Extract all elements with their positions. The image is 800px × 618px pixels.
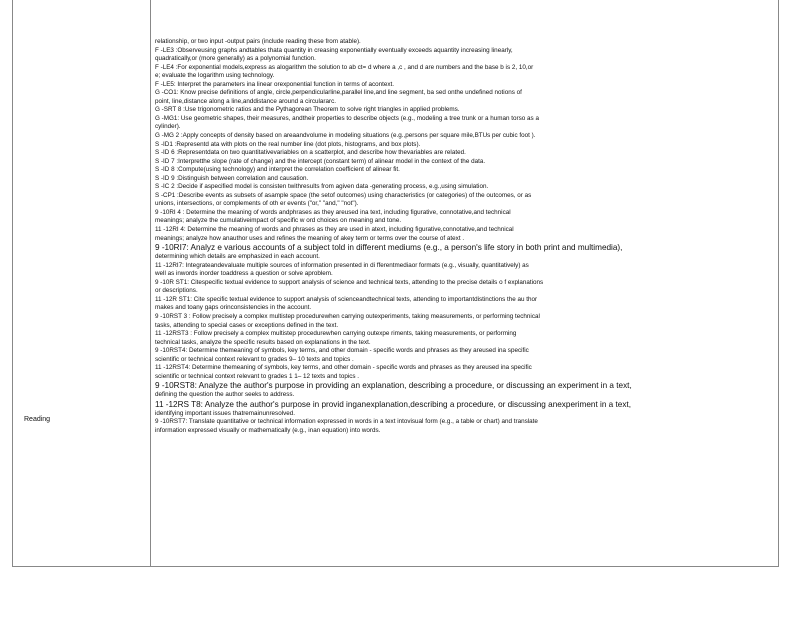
- text-line: F -LE4 :For exponential models,express as alogarithm the solution to ab ct= d where a ,c , and d are numbers and the base b is 2, 10,or: [155, 63, 534, 71]
- text-line: 11 -12RST3 : Follow precisely a complex multistep procedurewhen carrying outexpe riments, taking measurements, or performing: [155, 330, 517, 338]
- text-line: defining the question the author seeks to address.: [155, 391, 295, 399]
- text-line: point, line,distance along a line,anddistance around a circulararc.: [155, 97, 336, 105]
- text-line: S -CP1 :Describe events as subsets of asample space (the setof outcomes) using characteristics (or categories) of the outcomes, or as: [155, 191, 532, 199]
- column-divider: [150, 0, 151, 566]
- text-line: S -ID 6 :Representdata on two quantitativevariables on a scatterplot, and describe how thevariables are related.: [155, 149, 466, 157]
- text-line: S -ID1 :Representd ata with plots on the real number line (dot plots, histograms, and box plots).: [155, 140, 421, 148]
- text-line: 11 -12RST4: Determine themeaning of symbols, key terms, and other domain - specific words and phrases as they areused ina specific: [155, 364, 532, 372]
- text-line: makes and toany gaps orinconsistencies in the account.: [155, 304, 312, 312]
- text-line: 11 -12RI 4: Determine the meaning of words and phrases as they are used in atext, including figurative,connotative,and technical: [155, 226, 514, 234]
- text-line: S -ID 9 :Distinguish between correlation and causation.: [155, 174, 309, 182]
- text-line: identifying important issues thatremainunresolved.: [155, 409, 296, 417]
- text-line: information expressed visually or mathematically (e.g., inan equation) into words.: [155, 426, 381, 434]
- text-line: meanings; analyze how anauthor uses and refines the meaning of akey term or terms over the course of atext .: [155, 234, 465, 242]
- text-line: technical tasks, analyze the specific results based on explanations in the text.: [155, 338, 371, 346]
- text-line: S -ID 7 :Interpretthe slope (rate of change) and the intercept (constant term) of alinear model in the context of the data.: [155, 157, 486, 165]
- text-line: relationship, or two input -output pairs (include reading these from atable).: [155, 38, 361, 45]
- text-line: 9 -10RST4: Determine themeaning of symbols, key terms, and other domain - specific words and phrases as they areused ina specific: [155, 347, 529, 355]
- text-line: quadratically,or (more generally) as a polynomial function.: [155, 55, 316, 63]
- text-line: cylinder).: [155, 123, 181, 131]
- text-line: 11 -12RS T8: Analyze the author's purpose in provid inganexplanation,describing a procedure, or discussing anexperiment in a text,: [155, 399, 631, 409]
- text-line: F -LE3 :Observeusing graphs andtables thata quantity in creasing exponentially eventually exceeds aquantity increasing linearly,: [155, 46, 513, 54]
- text-line: G -CO1: Know precise definitions of angle, circle,perpendicularline,parallel line,and line segment, ba sed onthe undefined notions of: [155, 89, 522, 97]
- text-line: G -MG 2 :Apply concepts of density based on areaandvolume in modeling situations (e.g.,persons per square mile,BTUs per cubic foot ).: [155, 132, 536, 140]
- standards-text: [155, 38, 770, 436]
- text-line: 9 -10RI7: Analyz e various accounts of a subject told in different mediums (e.g., a person's life story in both print and multimedia),: [155, 243, 623, 253]
- text-line: G -MG1: Use geometric shapes, their measures, andtheir properties to describe objects (e.g., modeling a tree trunk or a human torso as a: [155, 114, 539, 122]
- text-line: 9 -10RST 3 : Follow precisely a complex multistep procedurewhen carrying outexperiments, taking measurements, or performing technical: [155, 312, 540, 320]
- row-label: Reading: [24, 416, 51, 423]
- text-line: 9 -10RI 4 : Determine the meaning of words andphrases as they areused ina text, including figurative, connotative,and technical: [155, 208, 511, 216]
- text-line: scientific or technical context relevant to grades 9– 10 texts and topics .: [155, 355, 354, 363]
- text-line: tasks, attending to special cases or exceptions defined in the text.: [155, 321, 339, 329]
- text-line: well as inwords inorder toaddress a question or solve aproblem.: [155, 270, 333, 278]
- text-line: e; evaluate the logarithm using technology.: [155, 72, 275, 80]
- text-line: or descriptions.: [155, 287, 198, 295]
- text-line: determining which details are emphasized in each account.: [155, 253, 320, 261]
- text-line: 11 -12RI7: Integrateandevaluate multiple sources of information presented in di fferentmediaor formats (e.g., visually, quantitatively) as: [155, 261, 529, 269]
- text-line: scientific or technical context relevant to grades 1 1– 12 texts and topics .: [155, 372, 360, 380]
- text-line: 9 -10R ST1: Citespecific textual evidence to support analysis of science and technical texts, attending to the precise details o f explanations: [155, 278, 544, 286]
- text-line: S -IC 2 :Decide if aspecified model is consisten twithresults from agiven data -generating process, e.g.,using simulation.: [155, 183, 489, 191]
- text-line: 9 -10RST8: Analyze the author's purpose in providing an explanation, describing a procedure, or discussing an experiment in a text,: [155, 381, 632, 391]
- text-line: meanings; analyze the cumulativeimpact of specific w ord choices on meaning and tone.: [155, 217, 402, 225]
- text-line: G -SRT 8 :Use trigonometric ratios and the Pythagorean Theorem to solve right triangles in applied problems.: [155, 106, 460, 114]
- text-line: S -ID 8 :Compute(using technology) and interpret the correlation coefficient of alinear fit.: [155, 166, 400, 174]
- text-line: 9 -10RST7: Translate quantitative or technical information expressed in words in a text intovisual form (e.g., a table or chart) and translate: [155, 418, 538, 426]
- text-line: 11 -12R ST1: Cite specific textual evidence to support analysis of scienceandtechnical texts, attending to importantdistinctions the au thor: [155, 295, 538, 303]
- text-line: F -LE5: Interpret the parameters ina linear orexponential function in terms of acontext.: [155, 80, 395, 88]
- text-line: unions, intersections, or complements of oth er events ("or," "and," "not").: [155, 200, 359, 208]
